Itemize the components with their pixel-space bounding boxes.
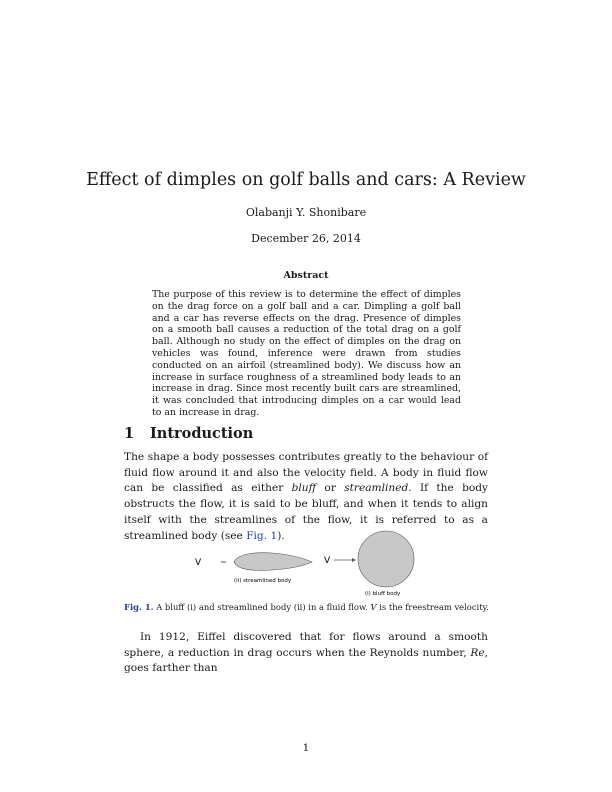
figure-1-link[interactable]: Fig. 1 <box>246 529 278 542</box>
velocity-label-left: V <box>195 558 202 568</box>
bluff-body-label: (i) bluff body <box>365 591 401 597</box>
airfoil-shape <box>234 553 312 571</box>
abstract-heading: Abstract <box>283 270 329 281</box>
symbol-re: Re <box>470 646 485 659</box>
term-streamlined: streamlined <box>344 482 409 495</box>
term-bluff: bluff <box>291 482 317 495</box>
figure-1-caption <box>124 602 494 613</box>
caption-label: Fig. 1. <box>124 602 154 612</box>
paper-title: Effect of dimples on golf balls and cars: A Review <box>86 170 526 190</box>
text-run: The shape a body possesses contributes greatly to the behaviour of fluid flow around it and also the velocity field. A body in fluid flow can be classified as either <box>124 451 488 495</box>
caption-symbol-v: V <box>370 602 377 612</box>
figure-1 <box>188 525 448 597</box>
abstract-body: The purpose of this review is to determine the effect of dimples on the drag force on a golf ball and a car. Dimpling a golf ball and a car has reverse effects on the drag. Presence of dimples on a smooth ball causes a reduction of the total drag on a golf ball. Although no study on the effect of dimples on the drag on vehicles was found, inference were drawn from studies conducted on an airfoil (streamlined body). We discuss how an increase in surface roughness of a streamlined body leads to an increase in drag. Since most recently built cars are streamlined, it was concluded that introducing dimples on a car would lead to an increase in drag. <box>152 289 461 418</box>
text-run: ). <box>277 529 285 542</box>
text-run: A bluff (i) and streamlined body (ii) in a fluid flow. <box>153 602 371 612</box>
text-run: or <box>316 482 345 495</box>
streamlined-body-label: (ii) streamlined body <box>234 578 292 584</box>
velocity-label-right: V <box>324 556 331 566</box>
section-number: 1 <box>124 425 135 442</box>
text-run: In 1912, Eiffel discovered that for flows around a smooth sphere, a reduction in drag occurs when the Reynolds number, <box>124 631 488 659</box>
sphere-shape <box>358 531 414 587</box>
text-run: , goes farther than <box>124 646 488 675</box>
paper-date: December 26, 2014 <box>251 232 361 245</box>
text-run: . If the body obstructs the flow, it is said to be bluff, and when it tends to align itself with the streamlines of the flow, it is referred to as a streamlined body (see <box>124 482 488 542</box>
section-title: Introduction <box>150 425 254 442</box>
arrow-head-icon <box>352 558 356 562</box>
page-number: 1 <box>302 742 310 754</box>
section-heading-introduction <box>124 425 253 442</box>
text-run: is the freestream velocity. <box>376 602 489 612</box>
author-name: Olabanji Y. Shonibare <box>245 206 367 219</box>
intro-paragraph-2 <box>124 630 488 677</box>
